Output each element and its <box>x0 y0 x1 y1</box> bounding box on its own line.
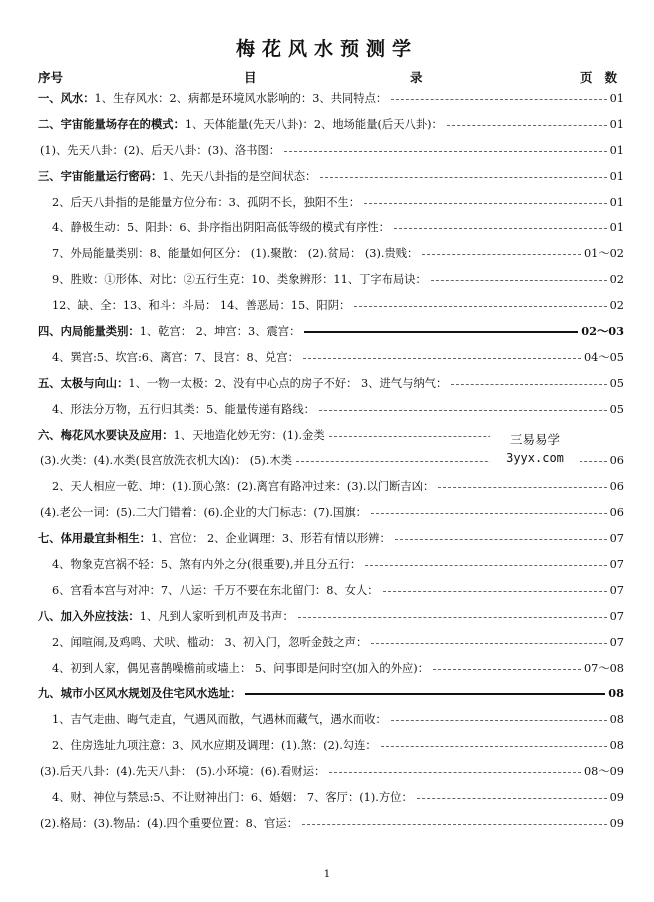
toc-page-number: 01 <box>609 215 624 241</box>
toc-leader-line <box>320 177 607 178</box>
toc-row <box>38 707 624 733</box>
toc-row <box>38 164 624 190</box>
toc-entry-text <box>52 293 350 319</box>
toc-page-number: 07 <box>609 578 624 604</box>
toc-entry-text <box>38 526 391 552</box>
toc-entry-items: 1、先天八卦指的是空间状态： <box>162 169 317 183</box>
toc-entry-items: 2、后天八卦指的是能量方位分布：3、孤阴不长，独阳不生： <box>52 195 361 209</box>
toc-row <box>38 397 624 423</box>
toc-entry-items: 9、胜败：①形体、对比：②五行生克：10、类象辨形：11、丁字布局诀： <box>52 273 427 287</box>
toc-entry-text <box>38 112 443 138</box>
toc-page-number: 06 <box>609 500 624 526</box>
toc-leader-line <box>383 591 607 592</box>
toc-entry-text <box>40 448 292 474</box>
toc-page-number: 01 <box>609 86 624 112</box>
toc-entry-items: 1、一物一太极：2、没有中心点的房子不好： 3、进气与纳气： <box>128 376 448 390</box>
toc-entry-text <box>38 681 241 707</box>
toc-entry-text <box>52 190 360 216</box>
toc-row <box>38 112 624 138</box>
toc-leader-line <box>329 772 581 773</box>
watermark-line2: 3yyx.com <box>506 451 564 465</box>
toc-row <box>38 526 624 552</box>
toc-row <box>38 474 624 500</box>
toc-row <box>38 319 624 345</box>
header-lu: 录 <box>410 70 423 85</box>
toc-row <box>38 604 624 630</box>
toc-row <box>38 759 624 785</box>
toc-entry-text <box>52 215 390 241</box>
toc-leader-line <box>364 203 607 204</box>
toc-row <box>38 578 624 604</box>
toc-row <box>38 656 624 682</box>
toc-entry-items: (3).火类：(4).水类(艮宫放洗衣机大凶)： (5).木类 <box>40 454 292 468</box>
toc-entry-items: 4、形法分万物，五行归其类：5、能量传递有路线： <box>52 402 315 416</box>
toc-entry-text <box>40 811 298 837</box>
watermark-stamp <box>490 431 580 467</box>
toc-entry-text <box>52 241 418 267</box>
toc-entry-items: (4).老公一词：(5).二大门错着：(6).企业的大门标志：(7).国旗： <box>40 506 367 520</box>
toc-entry-items: 4、静极生动：5、阳卦：6、卦序指出阴阳高低等级的模式有序性： <box>52 221 390 235</box>
toc-leader-line <box>431 280 607 281</box>
toc-leader-line <box>391 720 607 721</box>
toc-leader-line <box>422 254 581 255</box>
toc-entry-text <box>40 759 325 785</box>
toc-entry-text <box>52 552 361 578</box>
toc-page-number: 08 <box>609 707 624 733</box>
toc-entry-text <box>38 164 316 190</box>
watermark-line1: 三易易学 <box>509 432 560 447</box>
toc-leader-line <box>451 384 607 385</box>
toc-page-number: 07 <box>609 552 624 578</box>
toc-entry-items: 1、天地造化妙无穷：(1).金类 <box>173 428 325 442</box>
toc-page-number: 02 <box>609 293 624 319</box>
toc-page-number: 09 <box>609 811 624 837</box>
toc-entry-text <box>52 707 387 733</box>
toc-section-heading: 七、体用最宜卦相生： <box>38 531 151 546</box>
toc-leader-line <box>395 539 607 540</box>
toc-row <box>38 267 624 293</box>
toc-entry-items: 7、外局能量类别：8、能量如何区分： (1).聚散： (2).贫局： (3).贵贱： <box>52 247 419 261</box>
toc-entry-items: 1、凡到人家听到机声及书声： <box>139 609 294 623</box>
toc-row <box>38 215 624 241</box>
toc-section-heading: 三、宇宙能量运行密码： <box>38 168 163 183</box>
toc-entry-items: (1)、先天八卦：(2)、后天八卦：(3)、洛书图： <box>40 143 281 157</box>
header-serial: 序号 <box>38 70 64 85</box>
toc-entry-items: 1、生存风水：2、病都是环境风水影响的：3、共同特点： <box>94 92 388 105</box>
toc-entry-text <box>52 345 299 371</box>
toc-page-number: 08～09 <box>583 759 624 785</box>
toc-section-heading: 一、风水： <box>38 91 95 105</box>
toc-row <box>38 138 624 164</box>
toc-page-number: 05 <box>609 397 624 423</box>
header-pages: 页数 <box>580 70 630 85</box>
toc-entry-text <box>52 267 427 293</box>
toc-row <box>38 293 624 319</box>
toc-leader-line <box>391 99 607 100</box>
toc-leader-line <box>381 746 607 747</box>
page-number: 1 <box>323 868 331 880</box>
toc-page-number: 07 <box>609 604 624 630</box>
toc-entry-items: 4、巽宫:5、坎宫:6、离宫：7、艮宫：8、兑宫： <box>52 350 299 364</box>
toc-row <box>38 190 624 216</box>
toc-entry-text <box>40 500 367 526</box>
toc-page-number: 08 <box>609 733 624 759</box>
toc-page-number: 02 <box>609 267 624 293</box>
toc-section-heading: 五、太极与向山： <box>38 375 129 390</box>
toc-leader-line <box>417 798 607 799</box>
toc-entry-items: 4、初到人家，偶见喜鹊噪檐前或墙上： 5、问事即是问时空(加入的外应)： <box>52 661 429 675</box>
toc-page-number: 05 <box>609 371 624 397</box>
toc-leader-line <box>354 306 607 307</box>
toc-entry-text <box>38 371 447 397</box>
toc-entry-items: 6、宫看本宫与对冲：7、八运：千万不要在东北留门：8、女人： <box>52 583 379 597</box>
toc-entry-items: 2、闻喧闹,及鸡鸣、犬吠、槛动： 3、初入门，忽听金鼓之声： <box>52 635 368 649</box>
toc-entry-items: 4、财、神位与禁忌:5、不让财神出门：6、婚姻： 7、客厅：(1).方位： <box>52 791 413 805</box>
toc-leader-line <box>319 410 607 411</box>
toc-row <box>38 733 624 759</box>
toc-row <box>38 241 624 267</box>
toc-entry-items: (2).格局：(3).物品：(4).四个重要位置：8、官运： <box>40 816 299 830</box>
toc-leader-line <box>433 669 581 670</box>
toc-leader-line <box>298 617 607 618</box>
toc-entry-items: 1、宫位： 2、企业调理：3、形若有情以形辨： <box>150 532 391 546</box>
toc-page-number: 01 <box>609 138 624 164</box>
toc-entry-text <box>38 86 387 112</box>
toc-row <box>38 86 624 112</box>
toc-entry-text <box>40 138 280 164</box>
toc-leader-line <box>245 693 605 695</box>
toc-leader-line <box>438 487 607 488</box>
toc-page-number: 01～02 <box>583 241 624 267</box>
toc-entry-text <box>38 604 294 630</box>
toc-section-heading: 六、梅花风水要诀及应用： <box>38 427 174 442</box>
toc-page-number: 04～05 <box>583 345 624 371</box>
toc-page-number: 09 <box>609 785 624 811</box>
toc-entry-items: 1、乾宫： 2、坤宫：3、震宫： <box>139 325 301 339</box>
toc-entry-text <box>52 656 429 682</box>
toc-row <box>38 811 624 837</box>
toc-page-number: 08 <box>607 681 624 707</box>
toc-leader-line <box>371 643 607 644</box>
toc-entry-items: 4、物象克宫祸不轻：5、煞有内外之分(很重要),并且分五行： <box>52 558 362 572</box>
toc-entry-text <box>52 630 367 656</box>
toc-row <box>38 371 624 397</box>
toc-entry-text <box>38 423 325 449</box>
toc-row <box>38 630 624 656</box>
toc-page-number: 02～03 <box>580 319 624 345</box>
toc-entry-items: (3).后天八卦：(4).先天八卦： (5).小环境：(6).看财运： <box>40 765 326 779</box>
toc-page-number: 07～08 <box>583 656 624 682</box>
toc-entry-text <box>52 733 377 759</box>
toc-row <box>38 552 624 578</box>
document-title: 梅花风水预测学 <box>235 38 418 60</box>
toc-leader-line <box>302 824 607 825</box>
toc-leader-line <box>303 358 581 359</box>
toc-entry-items: 2、住房选址九项注意：3、风水应期及调理：(1).煞：(2).勾连： <box>52 739 377 753</box>
toc-section-heading: 二、宇宙能量场存在的模式： <box>38 116 185 131</box>
toc-entry-text <box>52 397 315 423</box>
toc-page-number: 06 <box>609 448 624 474</box>
toc-leader-line <box>365 565 607 566</box>
toc-row <box>38 345 624 371</box>
toc-section-heading: 八、加入外应技法： <box>38 608 140 623</box>
toc-entry-items: 2、天人相应一乾、坤：(1).顶心煞：(2).离宫有路冲过来：(3).以门断吉凶： <box>52 480 435 494</box>
toc-entry-items: 1、吉气走曲、晦气走直，气遇风而散，气遇林而藏气，遇水而收： <box>52 713 387 727</box>
toc-leader-line <box>284 151 607 152</box>
toc-page-number: 06 <box>609 474 624 500</box>
toc-leader-line <box>447 125 607 126</box>
toc-leader-line <box>371 513 607 514</box>
toc-row <box>38 785 624 811</box>
toc-entry-text <box>52 474 434 500</box>
toc-entry-text <box>38 319 300 345</box>
toc-page-number: 01 <box>609 164 624 190</box>
toc-section-heading: 九、城市小区风水规划及住宅风水选址： <box>38 686 242 701</box>
toc-entry-text <box>52 785 413 811</box>
toc-entry-items: 12、缺、全：13、和斗：斗局： 14、善恶局：15、阳阴： <box>52 299 351 313</box>
toc-entry-items: 1、天体能量(先天八卦)：2、地场能量(后天八卦)： <box>184 117 443 131</box>
toc-page-number: 07 <box>609 630 624 656</box>
header-mu: 目 <box>244 70 257 85</box>
toc-page-number: 07 <box>609 526 624 552</box>
toc-entry-text <box>52 578 379 604</box>
toc-section-heading: 四、内局能量类别： <box>38 324 140 339</box>
toc-row <box>38 500 624 526</box>
toc-row <box>38 681 624 707</box>
toc-leader-line <box>304 331 578 333</box>
toc-page-number: 01 <box>609 190 624 216</box>
toc-leader-line <box>394 228 607 229</box>
toc-page-number: 01 <box>609 112 624 138</box>
